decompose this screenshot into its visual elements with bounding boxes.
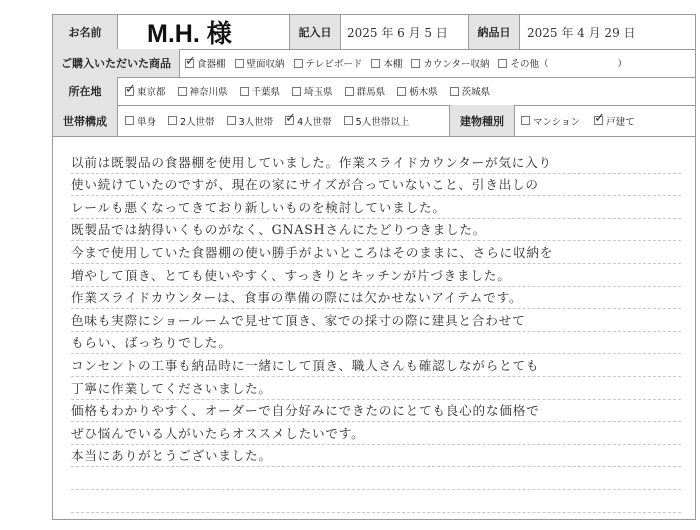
comment-text: 価格もわかりやすく、オーダーで自分好みにできたのにとても良心的な価格で xyxy=(71,403,540,419)
delivery-date-label: 納品日 xyxy=(468,15,520,49)
comment-text: レールも悪くなってきており新しいものを検討していました。 xyxy=(71,199,446,215)
product-option[interactable]: カウンター収納 xyxy=(411,56,489,70)
comment-text: もらい、ばっちりでした。 xyxy=(71,335,232,351)
household-label: 世帯構成 xyxy=(53,105,118,136)
product-option[interactable]: テレビボード xyxy=(294,56,363,70)
checkbox[interactable] xyxy=(397,87,406,96)
household-options xyxy=(125,105,447,136)
checkbox[interactable] xyxy=(168,116,177,125)
household-row xyxy=(53,105,695,137)
location-option[interactable]: 茨城県 xyxy=(450,84,491,98)
comment-line xyxy=(71,467,681,490)
comment-text: 既製品では納得いくものがなく、GNASHさんにたどりつきました。 xyxy=(71,222,487,238)
comment-area xyxy=(71,151,681,513)
comment-line xyxy=(71,174,681,197)
checkbox[interactable] xyxy=(292,87,301,96)
comment-line xyxy=(71,445,681,468)
comment-text: 以前は既製品の食器棚を使用していました。作業スライドカウンターが気に入り xyxy=(71,154,552,170)
checkbox[interactable] xyxy=(227,116,236,125)
comment-line xyxy=(71,219,681,242)
comment-line xyxy=(71,354,681,377)
comment-line xyxy=(71,151,681,174)
entry-date-label: 記入日 xyxy=(289,15,341,49)
checkbox-checked[interactable] xyxy=(125,87,134,96)
comment-text: 使い続けていたのですが、現在の家にサイズが合っていないこと、引き出しの xyxy=(71,177,539,193)
comment-line xyxy=(71,332,681,355)
checkbox-checked[interactable] xyxy=(285,116,294,125)
product-option[interactable]: 本棚 xyxy=(371,56,402,70)
name-label: お名前 xyxy=(53,15,118,49)
checkbox[interactable] xyxy=(235,59,244,68)
household-option[interactable]: 3人世帯 xyxy=(227,114,274,128)
comment-line xyxy=(71,400,681,423)
other-close-paren: ） xyxy=(617,59,628,70)
comment-line xyxy=(71,377,681,400)
checkbox[interactable] xyxy=(345,87,354,96)
household-option[interactable]: 2人世帯 xyxy=(168,114,215,128)
comment-text: 色味も実際にショールームで見せて頂き、家での採寸の際に建具と合わせて xyxy=(71,312,526,328)
checkbox-checked[interactable] xyxy=(594,116,603,125)
building-option[interactable]: ✓ 戸建て xyxy=(594,114,635,128)
product-option[interactable]: ✓ 食器棚 xyxy=(185,56,226,70)
products-options xyxy=(185,49,691,77)
comment-text: 作業スライドカウンターは、食事の準備の際には欠かせないアイテムです。 xyxy=(71,290,523,306)
comment-line xyxy=(71,264,681,287)
location-option[interactable]: 神奈川県 xyxy=(178,84,228,98)
location-option[interactable]: 栃木県 xyxy=(397,84,438,98)
comment-text: 本当にありがとうございました。 xyxy=(71,448,272,464)
header-row xyxy=(53,15,695,50)
location-options xyxy=(125,77,691,105)
household-option[interactable]: 単身 xyxy=(125,114,156,128)
delivery-date-value: 2025 年 4 月 29 日 xyxy=(527,25,636,40)
building-label: 建物種別 xyxy=(449,105,515,136)
product-option[interactable]: その他（ xyxy=(498,56,548,70)
comment-text: ぜひ悩んでいる人がいたらオススメしたいです。 xyxy=(71,425,365,441)
name-value: M.H. 様 xyxy=(147,20,232,48)
checkbox[interactable] xyxy=(411,59,420,68)
checkbox[interactable] xyxy=(240,87,249,96)
entry-date-value: 2025 年 6 月 5 日 xyxy=(347,25,448,40)
location-option[interactable]: 埼玉県 xyxy=(292,84,333,98)
comment-text: コンセントの工事も納品時に一緒にして頂き、職人さんも確認しながらとても xyxy=(71,357,540,373)
comment-line xyxy=(71,309,681,332)
comment-line xyxy=(71,422,681,445)
checkbox-checked[interactable] xyxy=(185,59,194,68)
building-option[interactable]: マンション xyxy=(521,114,580,128)
checkbox[interactable] xyxy=(125,116,134,125)
comment-line xyxy=(71,196,681,219)
comment-text: 丁寧に作業してくださいました。 xyxy=(71,380,272,396)
product-option[interactable]: 壁面収納 xyxy=(235,56,285,70)
comment-line xyxy=(71,241,681,264)
products-row xyxy=(53,49,695,78)
location-option[interactable]: 千葉県 xyxy=(240,84,281,98)
checkbox[interactable] xyxy=(450,87,459,96)
products-label: ご購入いただいた商品 xyxy=(53,49,180,77)
location-option[interactable]: 群馬県 xyxy=(345,84,386,98)
location-label: 所在地 xyxy=(53,77,118,105)
comment-text: 今まで使用していた食器棚の使い勝手がよいところはそのままに、さらに収納を xyxy=(71,244,554,260)
household-option[interactable]: ✓ 4人世帯 xyxy=(285,114,332,128)
comment-line xyxy=(71,287,681,310)
checkbox[interactable] xyxy=(178,87,187,96)
comment-line xyxy=(71,490,681,513)
location-row xyxy=(53,77,695,106)
comment-text: 増やして頂き、とても使いやすく、すっきりとキッチンが片づきました。 xyxy=(71,267,511,283)
location-option[interactable]: ✓ 東京都 xyxy=(125,84,166,98)
checkbox[interactable] xyxy=(294,59,303,68)
checkbox[interactable] xyxy=(521,116,530,125)
feedback-sheet xyxy=(52,14,696,520)
building-options xyxy=(521,105,691,136)
checkbox[interactable] xyxy=(371,59,380,68)
checkbox[interactable] xyxy=(498,59,507,68)
household-option[interactable]: 5人世帯以上 xyxy=(344,114,410,128)
checkbox[interactable] xyxy=(344,116,353,125)
